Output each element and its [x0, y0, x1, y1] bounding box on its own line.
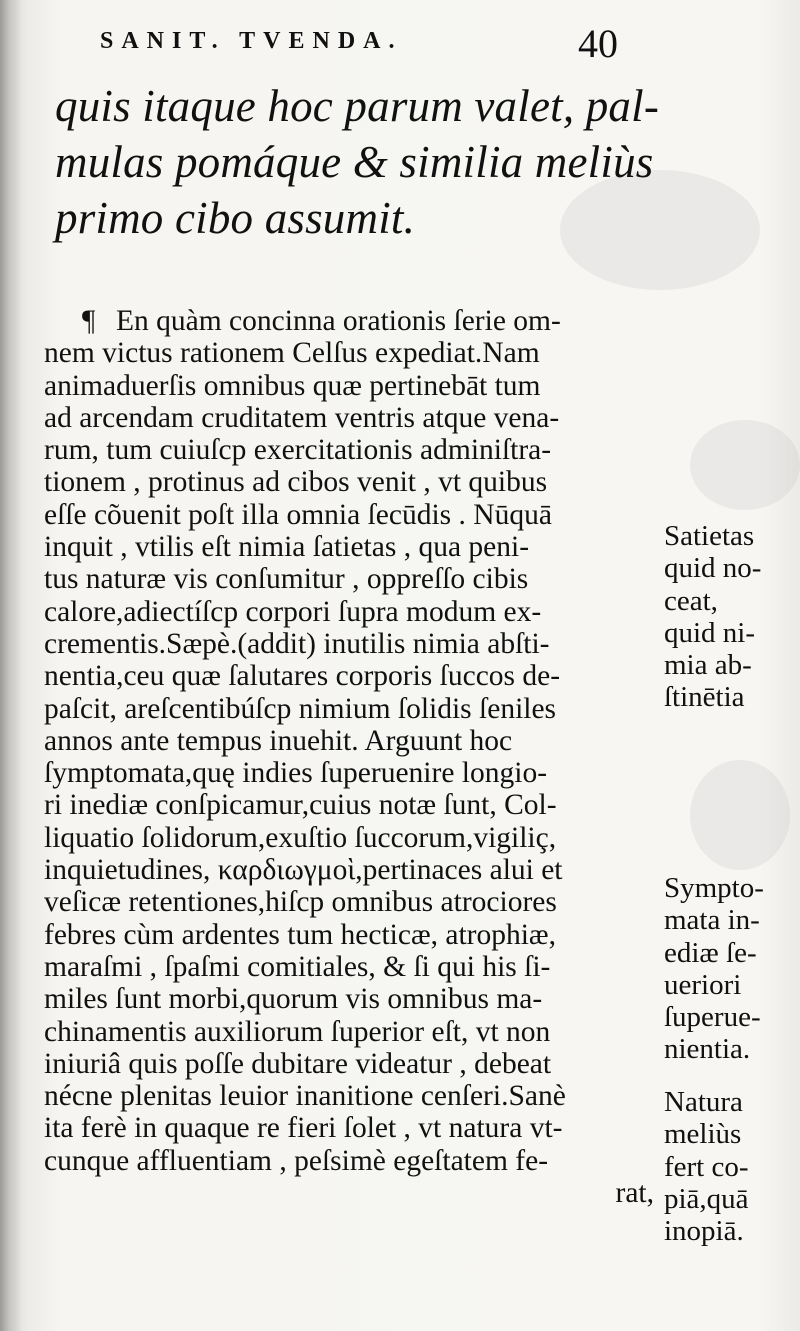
text-line: liquatio ſolidorum,exuſtio ſuccorum,vigiliç, [44, 821, 557, 854]
running-head: SANIT. TVENDA. [100, 28, 403, 54]
margin-note-line: nientia. [664, 1033, 751, 1066]
margin-note-satietas [664, 520, 800, 714]
text-line: tus naturæ vis conſumitur , oppreſſo cibis [44, 563, 529, 596]
text-line: inquit , vtilis eſt nimia ſatietas , qua peni- [44, 531, 530, 564]
text-line: tionem , protinus ad cibos venit , vt quibus [44, 466, 548, 499]
italic-passage [55, 78, 660, 246]
show-through-smudge [690, 420, 800, 510]
text-line: cunque affluentiam , peſsimè egeſtatem fe- [44, 1144, 549, 1177]
margin-note-line: ediæ ſe- [664, 936, 757, 969]
text-line: paſcit, areſcentibúſcp nimium ſolidis ſeniles [44, 692, 557, 725]
margin-note-line: fert co- [664, 1150, 749, 1183]
text-line: ri inediæ conſpicamur,cuius notæ ſunt, Col- [44, 789, 557, 822]
text-line: nem victus rationem Celſus expediat.Nam [44, 337, 540, 370]
margin-note-line: quid no- [664, 552, 762, 585]
text-line: chinamentis auxiliorum ſuperior eſt, vt non [44, 1015, 551, 1048]
text-line: inquietudines, καρδιωγμοὶ,pertinaces alui et [44, 854, 563, 887]
margin-note-symptomata [664, 872, 800, 1066]
commentary-paragraph [44, 305, 654, 1209]
text-line: animaduerſis omnibus quæ pertinebāt tum [44, 369, 541, 402]
italic-line: mulas pomáque & similia meliùs [55, 137, 654, 187]
margin-note-line: meliùs [664, 1118, 742, 1151]
page-number: 40 [578, 21, 618, 66]
margin-note-line: inopiā. [664, 1215, 744, 1248]
margin-note-line: quid ni- [664, 616, 756, 649]
page-header [100, 20, 660, 70]
italic-line: quis itaque hoc parum valet, pal- [55, 81, 660, 131]
catchword-line: rat, [615, 1177, 654, 1210]
text-line: crementis.Sæpè.(addit) inutilis nimia abſti- [44, 627, 550, 660]
italic-line: primo cibo assumit. [55, 193, 416, 243]
pilcrow-mark: ¶ [82, 305, 96, 337]
text-line: annos ante tempus inuehit. Arguunt hoc [44, 724, 513, 757]
text-line: ad arcendam cruditatem ventris atque vena- [44, 401, 560, 434]
text-line: ſymptomata,quę indies ſuperuenire longio- [44, 757, 548, 790]
margin-note-line: ſtinētia [664, 681, 745, 714]
margin-note-line: ueriori [664, 968, 742, 1001]
text-line: eſſe cõuenit poſt illa omnia ſecūdis . Nūquā [44, 498, 552, 531]
text-line: iniuriâ quis poſſe dubitare videatur , debeat [44, 1047, 552, 1080]
margin-note-line: piā,quā [664, 1182, 749, 1215]
text-line: rum, tum cuiuſcp exercitationis adminiſtra- [44, 434, 552, 467]
text-line: veſicæ retentiones,hiſcp omnibus atrociores [44, 886, 557, 919]
text-line: miles ſunt morbi,quorum vis omnibus ma- [44, 983, 543, 1016]
text-line: febres cùm ardentes tum hecticæ, atrophiæ, [44, 918, 556, 951]
margin-note-natura [664, 1086, 800, 1247]
margin-note-line: Natura [664, 1086, 743, 1118]
margin-note-line: mata in- [664, 904, 760, 937]
text-line [44, 305, 654, 337]
margin-note-line: Sympto- [664, 872, 764, 904]
text-line: nécne plenitas leuior inanitione cenſeri.Sanè [44, 1080, 566, 1113]
show-through-smudge [690, 760, 790, 870]
margin-note-line: Satietas [664, 520, 755, 552]
margin-note-line: ſuperue- [664, 1001, 761, 1034]
text-line: nentia,ceu quæ ſalutares corporis ſuccos de- [44, 660, 561, 693]
margin-note-line: ceat, [664, 584, 718, 617]
text-line: maraſmi , ſpaſmi comitiales, & ſi qui his ſi- [44, 950, 551, 983]
text-line: ita ferè in quaque re fieri ſolet , vt natura vt- [44, 1112, 563, 1145]
text-line-content: En quàm concinna orationis ſerie om- [116, 305, 561, 337]
gutter-shadow [0, 0, 22, 1331]
text-line: calore,adiectíſcp corpori ſupra modum ex- [44, 595, 542, 628]
margin-note-line: mia ab- [664, 649, 752, 682]
